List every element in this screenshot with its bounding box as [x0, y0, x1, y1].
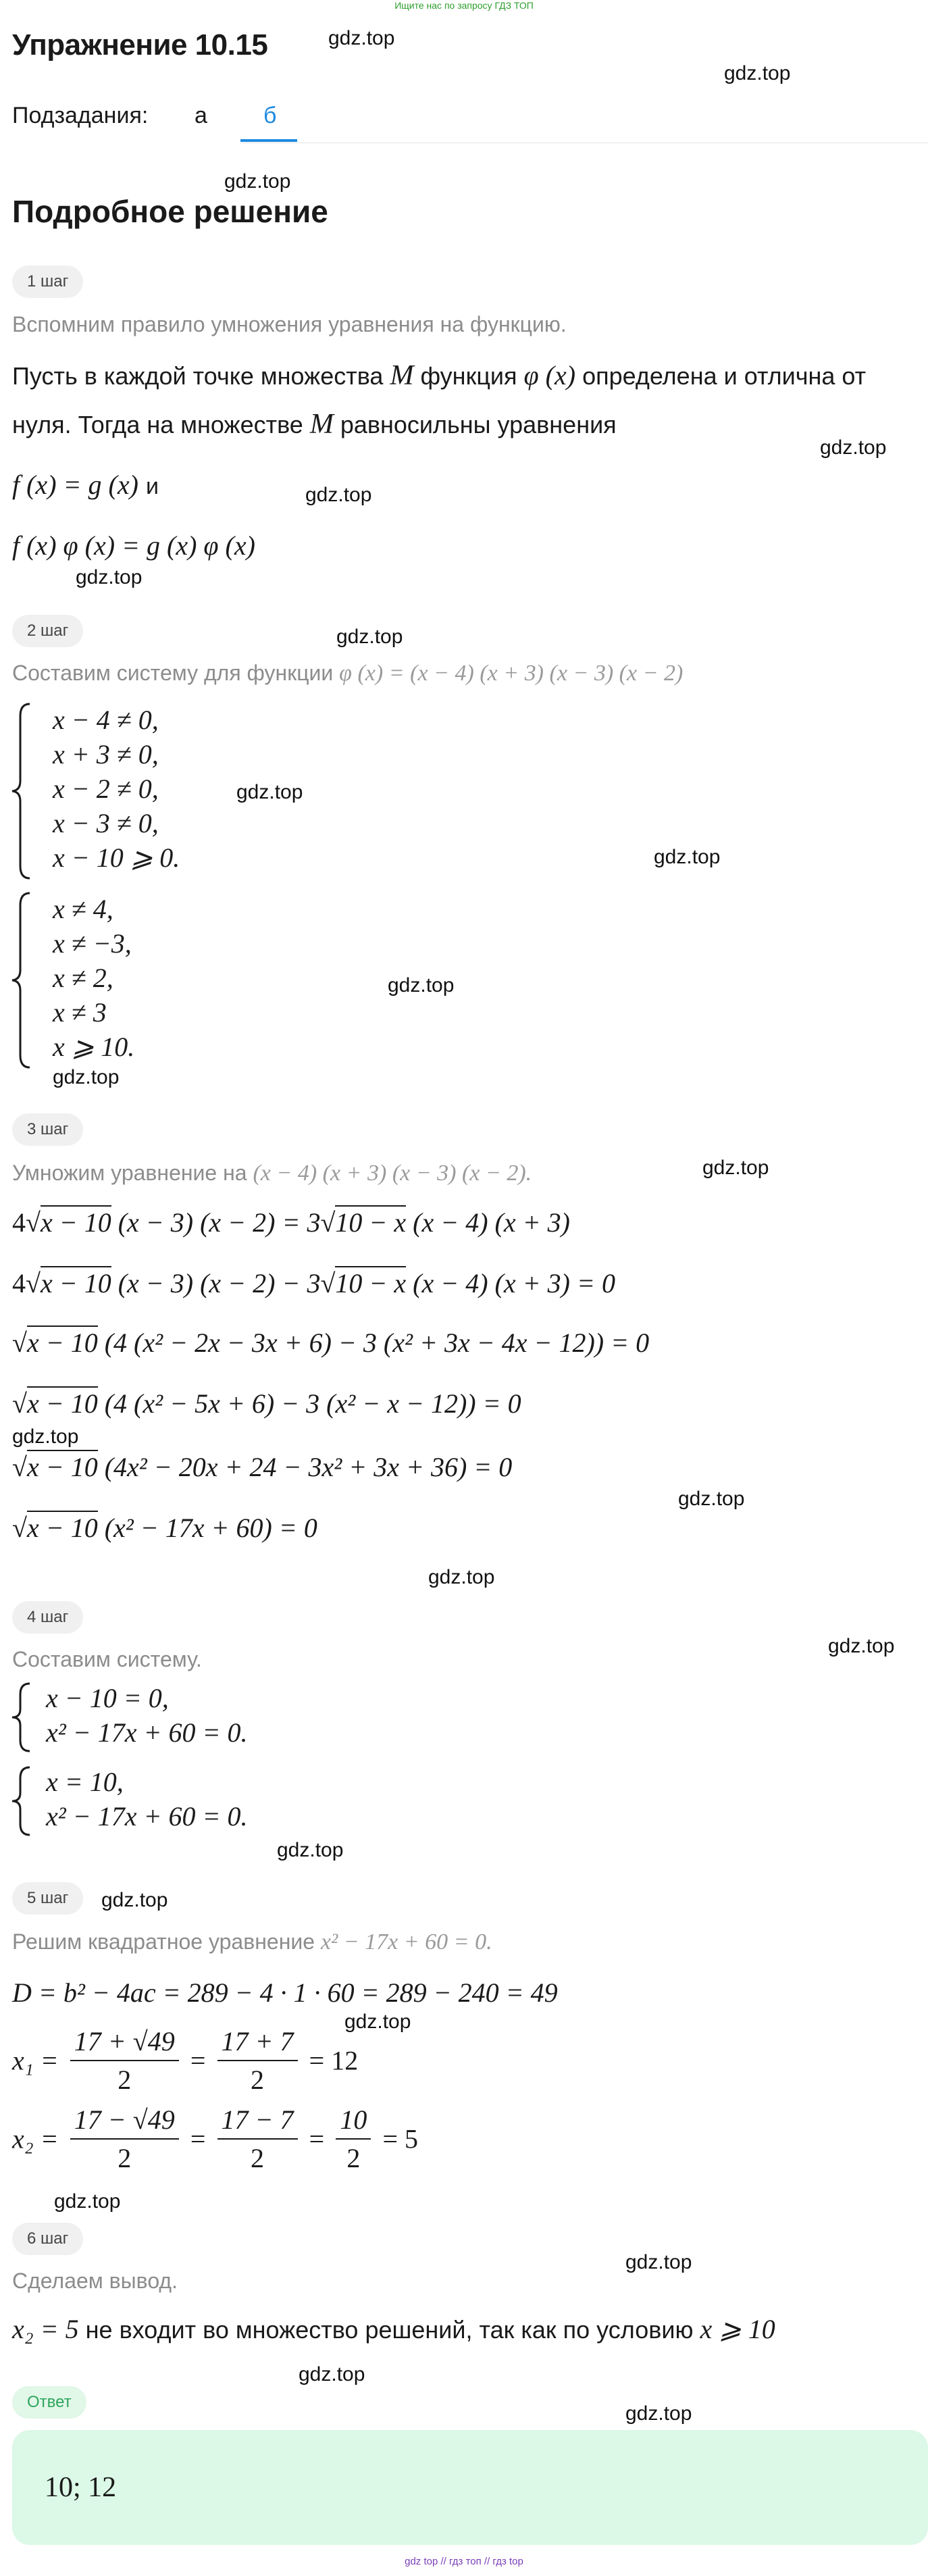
step-hint: Вспомним правило умножения уравнения на функцию.: [12, 312, 567, 336]
watermark: gdz.top: [305, 484, 372, 506]
system-line: x ⩾ 10.: [53, 1032, 135, 1062]
answer-badge: Ответ: [12, 2386, 86, 2419]
step-hint: Умножим уравнение на (x − 4) (x + 3) (x − 3) (x − 2).: [12, 1161, 532, 1186]
system-1: [46, 1681, 247, 1750]
formula: √x − 10 (4 (x² − 2x − 3x + 6) − 3 (x² + 3x − 4x − 12)) = 0: [12, 1327, 649, 1359]
step-hint: Составим систему для функции φ (x) = (x − 4) (x + 3) (x − 3) (x − 2): [12, 661, 684, 686]
watermark: gdz.top: [678, 1488, 745, 1510]
system-line: x² − 17x + 60 = 0.: [46, 1717, 248, 1748]
watermark: gdz.top: [344, 2011, 411, 2033]
watermark: gdz.top: [277, 1839, 344, 1861]
section-title: Подробное решение: [12, 194, 328, 229]
fraction: $\frac{17 - 7}{2}$: [217, 2104, 298, 2174]
watermark: gdz.top: [224, 170, 291, 193]
watermark: gdz.top: [328, 27, 395, 49]
system-line: x ≠ 4,: [53, 894, 113, 924]
formula: x₂ = $\frac{17 - √49}{2}$ = $\frac{17 - 7}{2}$ = $\frac{10}{2}$ = 5: [12, 2104, 419, 2173]
system-1: [53, 703, 180, 875]
system-brace: [9, 890, 32, 1070]
watermark: gdz.top: [820, 436, 887, 459]
watermark: gdz.top: [828, 1635, 895, 1657]
formula: √x − 10 (4x² − 20x + 24 − 3x² + 3x + 36) = 0: [12, 1451, 512, 1483]
formula: 4√x − 10 (x − 3) (x − 2) − 3√10 − x (x − 4) (x + 3) = 0: [12, 1267, 615, 1299]
watermark: gdz.top: [101, 1889, 168, 1911]
watermark: gdz.top: [428, 1566, 495, 1588]
system-2: [53, 892, 134, 1064]
watermark: gdz.top: [53, 1066, 120, 1088]
system-line: x − 2 ≠ 0,: [53, 774, 159, 804]
system-line: x + 3 ≠ 0,: [53, 739, 159, 769]
tab-subtask-b[interactable]: б: [263, 103, 277, 128]
system-line: x² − 17x + 60 = 0.: [46, 1801, 248, 1832]
formula: f (x) φ (x) = g (x) φ (x): [12, 530, 255, 561]
page-title: Упражнение 10.15: [12, 28, 268, 61]
answer-box: [12, 2430, 928, 2545]
system-line: x − 10 = 0,: [46, 1683, 169, 1713]
watermark: gdz.top: [388, 974, 455, 996]
step-badge: 4 шаг: [12, 1601, 83, 1634]
formula: √x − 10 (4 (x² − 5x + 6) − 3 (x² − x − 12)) = 0: [12, 1388, 521, 1419]
fraction: $\frac{17 - √49}{2}$: [70, 2104, 179, 2174]
system-line: x ≠ 3: [53, 997, 107, 1028]
tab-subtask-a[interactable]: а: [195, 103, 207, 128]
watermark: gdz.top: [336, 626, 403, 648]
system-2: [46, 1765, 247, 1834]
step-badge: 2 шаг: [12, 615, 83, 647]
system-line: x − 10 ⩾ 0.: [53, 842, 180, 873]
step-text: нуля. Тогда на множестве M равносильны уравнения: [12, 409, 617, 440]
watermark: gdz.top: [625, 2402, 692, 2425]
watermark: gdz.top: [625, 2251, 692, 2273]
top-banner[interactable]: Ищите нас по запросу ГДЗ ТОП: [394, 0, 534, 11]
formula: x₁ = $\frac{17 + √49}{2}$ = $\frac{17 + 7}{2}$ = 12: [12, 2026, 359, 2095]
step-badge: 5 шаг: [12, 1882, 83, 1915]
system-brace: [9, 701, 32, 881]
formula: D = b² − 4ac = 289 − 4 · 1 · 60 = 289 − 240 = 49: [12, 1977, 558, 2008]
system-line: x = 10,: [46, 1767, 124, 1797]
step-hint: Сделаем вывод.: [12, 2269, 178, 2293]
watermark: gdz.top: [236, 781, 303, 803]
system-line: x ≠ 2,: [53, 963, 113, 993]
system-brace: [9, 1681, 32, 1754]
watermark: gdz.top: [12, 1425, 79, 1448]
formula: f (x) = g (x) и: [12, 470, 159, 500]
formula: 4√x − 10 (x − 3) (x − 2) = 3√10 − x (x − 4) (x + 3): [12, 1207, 570, 1238]
watermark: gdz.top: [76, 566, 143, 588]
step-badge: 6 шаг: [12, 2223, 83, 2255]
system-brace: [9, 1765, 32, 1838]
step-badge: 1 шаг: [12, 266, 83, 298]
fraction: $\frac{17 + 7}{2}$: [217, 2025, 298, 2096]
system-line: x − 4 ≠ 0,: [53, 705, 159, 735]
conclusion: x₂ = 5 не входит во множество решений, так как по условию x ⩾ 10: [12, 2314, 775, 2344]
step-text: Пусть в каждой точке множества M функция φ (x) определена и отлична от: [12, 360, 867, 391]
watermark: gdz.top: [654, 846, 721, 868]
active-tab-indicator: [240, 139, 297, 142]
step-badge: 3 шаг: [12, 1113, 83, 1146]
subtasks-label: Подзадания:: [12, 103, 149, 128]
footer-note: gdz top // гдз топ // гдз top: [405, 2556, 523, 2567]
watermark: gdz.top: [54, 2190, 121, 2213]
fraction: $\frac{10}{2}$: [336, 2104, 371, 2174]
watermark: gdz.top: [702, 1157, 769, 1179]
step-hint: Составим систему.: [12, 1647, 202, 1671]
fraction: $\frac{17 + √49}{2}$: [70, 2025, 179, 2096]
system-line: x − 3 ≠ 0,: [53, 808, 159, 838]
system-line: x ≠ −3,: [53, 928, 132, 959]
watermark: gdz.top: [299, 2363, 365, 2385]
formula: √x − 10 (x² − 17x + 60) = 0: [12, 1512, 317, 1544]
watermark: gdz.top: [724, 62, 791, 84]
step-hint: Решим квадратное уравнение x² − 17x + 60 = 0.: [12, 1929, 492, 1954]
answer-value: 10; 12: [45, 2472, 117, 2503]
